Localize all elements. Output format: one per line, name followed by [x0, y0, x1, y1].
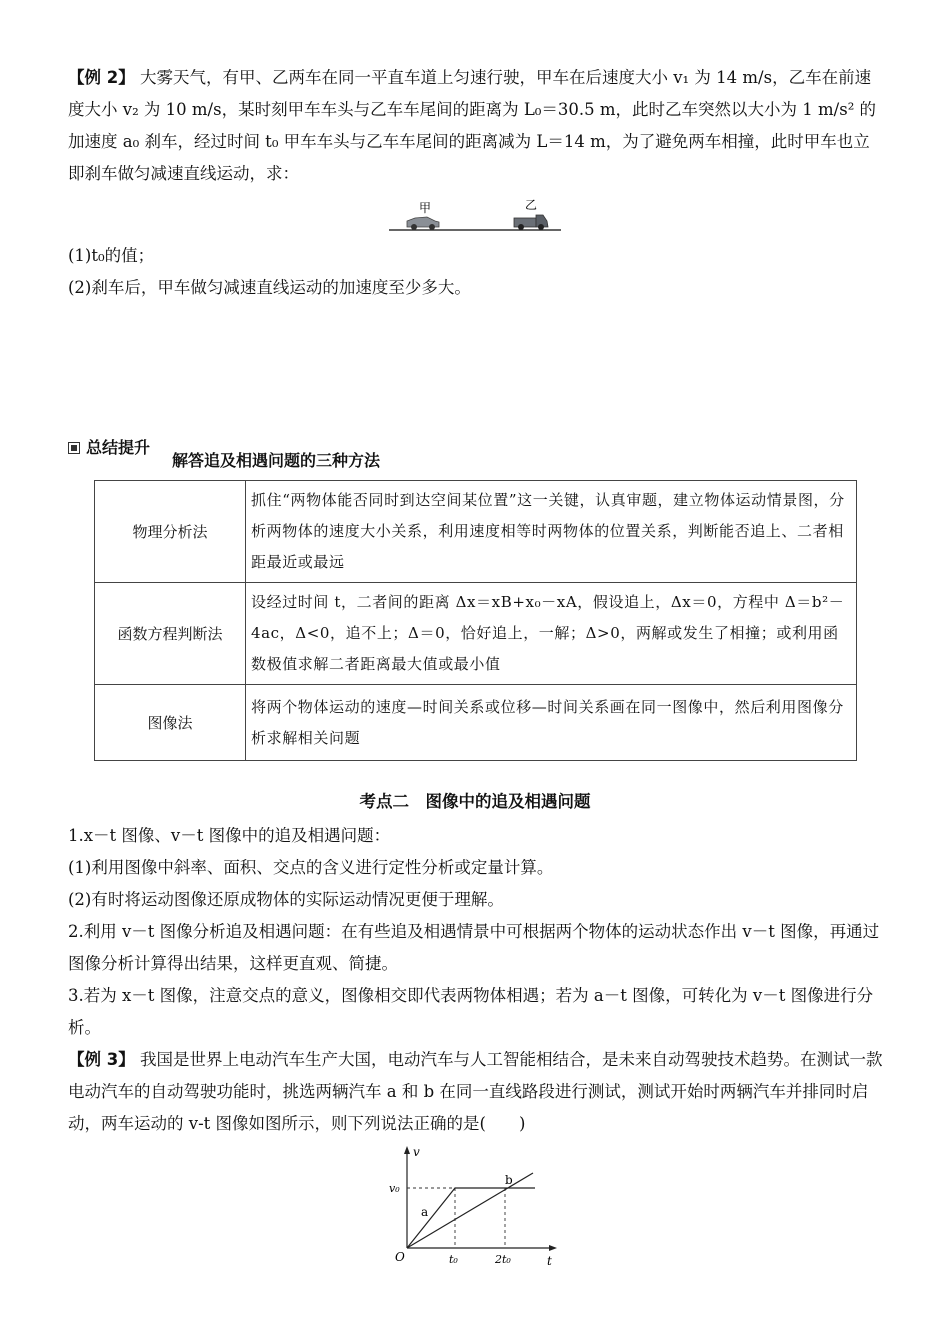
t0-label: t₀: [449, 1253, 458, 1266]
method-name: 图像法: [95, 685, 246, 761]
example2-question-2: (2)刹车后，甲车做匀减速直线运动的加速度至少多大。: [68, 278, 471, 297]
cars-figure: [385, 196, 565, 236]
section2-p1: 1.x－t 图像、v－t 图像中的追及相遇问题：: [68, 826, 391, 845]
vt-graph: [385, 1140, 570, 1268]
origin-label: O: [395, 1250, 405, 1264]
summary-header: [68, 435, 150, 458]
line-b-label: b: [505, 1173, 513, 1187]
example3-text: 我国是世界上电动汽车生产大国，电动汽车与人工智能相结合，是未来自动驾驶技术趋势。在测试一款电动汽车的自动驾驶功能时，挑选两辆汽车 a 和 b 在同一直线路段进行测试，测试开始时两辆汽车并排同时启动，两车运动的 v-t 图像如图所示，则下列说法正确的是( ): [68, 1050, 883, 1133]
table-row: [95, 481, 857, 583]
section2-p2: (1)利用图像中斜率、面积、交点的含义进行定性分析或定量计算。: [68, 858, 554, 877]
x-axis-label: t: [547, 1254, 552, 1268]
summary-label: 总结提升: [86, 438, 151, 457]
section-heading: 考点二 图像中的追及相遇问题: [359, 792, 591, 811]
table-row: [95, 685, 857, 761]
v0-label: v₀: [389, 1182, 400, 1195]
method-name: 函数方程判断法: [95, 583, 246, 685]
method-name: 物理分析法: [95, 481, 246, 583]
example3-label: 【例 3】: [68, 1050, 135, 1069]
car-a-label: 甲: [419, 201, 432, 215]
car-b-label: 乙: [525, 198, 538, 212]
methods-table: [94, 480, 857, 761]
section2-p5: 3.若为 x－t 图像，注意交点的意义，图像相交即代表两物体相遇；若为 a－t 图像，可转化为 v－t 图像进行分析。: [68, 986, 874, 1037]
example2-text: 大雾天气，有甲、乙两车在同一平直车道上匀速行驶，甲车在后速度大小 v₁ 为 14 m/s，乙车在前速度大小 v₂ 为 10 m/s，某时刻甲车车头与乙车车尾间的距离为 L₀＝30.5 m，此时乙车突然以大小为 1 m/s² 的加速度 a₀ 刹车，经过时间 t₀ 甲车车头与乙车车尾间的距离减为 L＝14 m，为了避免两车相撞，此时甲车也立即刹车做匀减速直线运动，求：: [68, 68, 877, 183]
method-desc: 抓住“两物体能否同时到达空间某位置”这一关键，认真审题，建立物体运动情景图，分析两物体的速度大小关系，利用速度相等时两物体的位置关系，判断能否追上、二者相距最近或最远: [246, 481, 857, 583]
section2-p4: 2.利用 v－t 图像分析追及相遇问题：在有些追及相遇情景中可根据两个物体的运动状态作出 v－t 图像，再通过图像分析计算得出结果，这样更直观、简捷。: [68, 922, 880, 973]
method-desc: 设经过时间 t，二者间的距离 Δx＝xB+x₀－xA，假设追上，Δx＝0，方程中 Δ＝b²－4ac，Δ<0，追不上；Δ＝0，恰好追上，一解；Δ>0，两解或发生了相撞；或利用函数极值求解二者距离最大值或最小值: [246, 583, 857, 685]
y-axis-label: v: [413, 1145, 420, 1159]
example2-label: 【例 2】: [68, 68, 135, 87]
car-b-icon: [514, 215, 548, 230]
t2-label: 2t₀: [495, 1253, 511, 1266]
example3-paragraph: [68, 1044, 883, 1140]
summary-box-icon: [68, 442, 80, 454]
section2-p3: (2)有时将运动图像还原成物体的实际运动情况更便于理解。: [68, 890, 504, 909]
car-a-icon: [407, 217, 439, 230]
method-desc: 将两个物体运动的速度—时间关系或位移—时间关系画在同一图像中，然后利用图像分析求解相关问题: [246, 685, 857, 761]
example2-paragraph: [68, 62, 883, 190]
line-a-label: a: [421, 1205, 429, 1219]
example2-question-1: (1)t₀的值；: [68, 246, 155, 265]
table-row: [95, 583, 857, 685]
summary-title: 解答追及相遇问题的三种方法: [172, 451, 381, 470]
